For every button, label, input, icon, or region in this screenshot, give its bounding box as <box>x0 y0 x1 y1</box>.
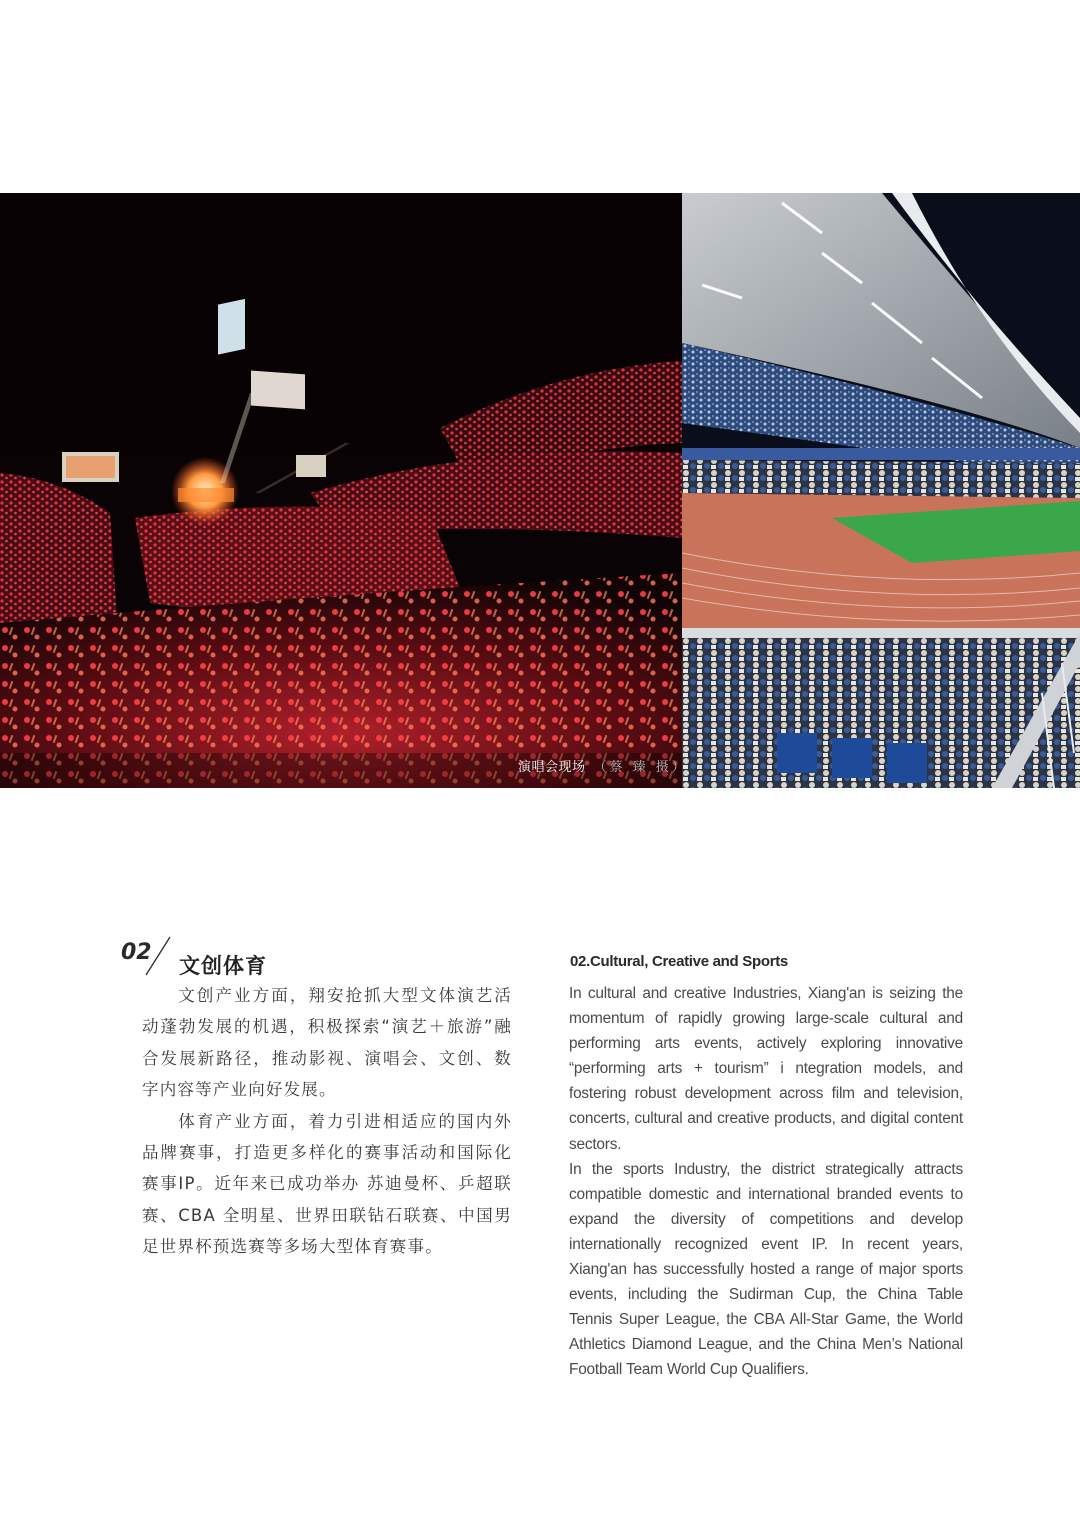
caption-text: 演唱会现场 <box>518 760 586 775</box>
cn-paragraph-sports: 体育产业方面，着力引进相适应的国内外品牌赛事，打造更多样化的赛事活动和国际化赛事IP。近年来已成功举办 苏迪曼杯、乒超联赛、CBA 全明星、世界田联钻石联赛、中国男足世界杯预选赛等多场大型体育赛事。 <box>142 1111 512 1257</box>
en-body <box>569 981 963 1383</box>
concert-photo <box>0 193 682 788</box>
en-paragraph-sports: In the sports Industry, the district strategically attracts compatible domestic and international branded events to expand the diversity of competitions and develop internationally recognized event IP. In recent years, Xiang'an has successfully hosted a range of major sports events, including the Sudirman Cup, the China Table Tennis Super League, the CBA All-Star Game, the World Athletics Diamond League, and the China Men’s National Football Team World Cup Qualifiers. <box>569 1160 963 1379</box>
section-title-en: 02.Cultural, Creative and Sports <box>570 953 788 970</box>
section-number: 02 <box>121 940 152 965</box>
photo-strip <box>0 193 1080 788</box>
cn-paragraph-culture: 文创产业方面，翔安抢抓大型文体演艺活动蓬勃发展的机遇，积极探索“演艺＋旅游”融合发展新路径，推动影视、演唱会、文创、数字内容等产业向好发展。 <box>142 986 512 1100</box>
photo-credit: （蔡 臻 摄） <box>593 760 688 775</box>
slash-divider-icon <box>140 935 174 979</box>
cn-body <box>142 980 512 1263</box>
en-paragraph-culture: In cultural and creative Industries, Xiang'an is seizing the momentum of rapidly growing large-scale cultural and performing arts events, actively exploring innovative “performing arts + tourism” i ntegration models, and fostering robust development across film and television, concerts, cultural and creative products, and digital content sectors. <box>569 985 963 1153</box>
section-title-cn: 文创体育 <box>179 954 267 978</box>
stadium-photo <box>682 193 1080 788</box>
photo-caption <box>518 756 688 775</box>
